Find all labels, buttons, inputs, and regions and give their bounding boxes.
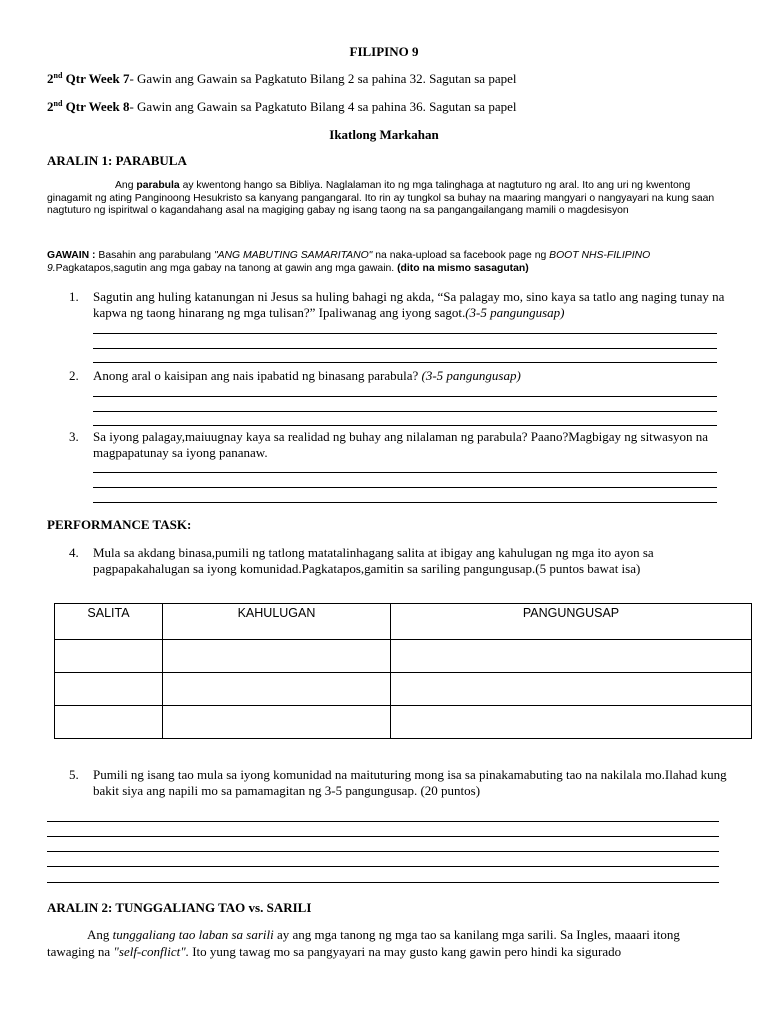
table-header-row (55, 604, 752, 640)
gawain-text-5: Pagkatapos,sagutin ang mga gabay na tanong at gawin ang mga gawain. (55, 262, 398, 274)
answer-line[interactable] (47, 836, 719, 837)
question-1 (69, 289, 729, 323)
aralin-2-term: tunggaliang tao laban sa sarili (112, 927, 274, 942)
answer-line[interactable] (93, 348, 717, 349)
aralin-2-paragraph (47, 926, 719, 960)
question-5-text: Pumili ng isang tao mula sa iyong komunidad na maituturing mong isa sa pinakamabuting tao na nakilala mo.Ilahad kung bakit siya ang napili mo sa pamamagitan ng 3-5 pangungusap. (20 puntos) (93, 767, 727, 798)
week-7-text: - Gawin ang Gawain sa Pagkatuto Bilang 2 sa pahina 32. Sagutan sa papel (129, 71, 517, 86)
aralin-2-text-1: Ang (87, 927, 113, 942)
week-8-label: Qtr Week 8 (62, 99, 130, 114)
answer-line[interactable] (47, 821, 719, 822)
question-4-number: 4. (69, 545, 79, 560)
table-cell[interactable] (391, 640, 752, 673)
answer-line[interactable] (93, 362, 717, 363)
table-cell[interactable] (163, 706, 391, 739)
answer-line[interactable] (47, 882, 719, 883)
question-2-number: 2. (69, 368, 79, 383)
gawain-story-title: "ANG MABUTING SAMARITANO" (213, 250, 373, 261)
answer-line[interactable] (93, 396, 717, 397)
gawain-label: GAWAIN : (47, 250, 96, 261)
question-2-text-wrap (93, 368, 729, 384)
answer-line[interactable] (93, 487, 717, 488)
header-salita: SALITA (55, 604, 163, 640)
gawain-instruction (47, 250, 719, 275)
table-cell[interactable] (163, 640, 391, 673)
aralin-2-english-term: "self-conflict". (113, 944, 189, 959)
answer-line[interactable] (47, 851, 719, 852)
question-1-text: Sagutin ang huling katanungan ni Jesus sa huling bahagi ng akda, “Sa palagay mo, sino kaya sa tatlo ang naging tunay na kapwa ng taong hinarang ng mga tulisan?” Ipaliwanag ang iyong sagot. (93, 289, 725, 320)
question-1-text-wrap (93, 289, 729, 321)
question-3-text: Sa iyong palagay,maiuugnay kaya sa realidad ng buhay ang nilalaman ng parabula? Paano?Magbigay ng sitwasyon na magpapatunay sa iyong pananaw. (93, 429, 709, 460)
answer-line[interactable] (93, 502, 717, 503)
answer-line[interactable] (93, 333, 717, 334)
header-pangungusap: PANGUNGUSAP (391, 604, 752, 640)
aralin-2-text-3: ay ang mga tanong ng mga tao sa kanilang mga sarili. Sa Ingles, maaari itong tawaging na (47, 927, 680, 959)
answer-table (54, 603, 752, 739)
para-pre: Ang (115, 180, 137, 191)
question-3-number: 3. (69, 429, 79, 444)
week-8-sup: nd (53, 99, 63, 108)
answer-line[interactable] (93, 425, 717, 426)
gawain-text-3: na naka-upload sa facebook page ng (372, 250, 550, 261)
week-8-prefix: 2 (47, 99, 54, 114)
answer-line[interactable] (93, 411, 717, 412)
performance-task-heading: PERFORMANCE TASK: (47, 517, 192, 532)
answer-line[interactable] (93, 472, 717, 473)
gawain-page-name: BOOT NHS-FILIPINO 9. (47, 250, 651, 274)
gawain-text-1: Basahin ang parabulang (95, 250, 214, 261)
week-7-prefix: 2 (47, 71, 54, 86)
table-cell[interactable] (55, 706, 163, 739)
week-7-sup: nd (53, 71, 63, 80)
question-3 (69, 429, 729, 463)
table-cell[interactable] (55, 673, 163, 706)
week-8-instruction (47, 99, 516, 115)
parabula-definition (47, 180, 719, 218)
question-2-hint: (3-5 pangungusap) (421, 368, 521, 383)
question-4-text: Mula sa akdang binasa,pumili ng tatlong matatalinhagang salita at ibigay ang kahulugan ng mga ito ayon sa pagpapakahalugan sa iyong komunidad.Pagkatapos,gamitin sa sariling pangungusap.(5 puntos bawat isa) (93, 545, 654, 576)
question-2 (69, 368, 729, 386)
week-7-instruction (47, 71, 516, 87)
question-2-text: Anong aral o kaisipan ang nais ipabatid ng binasang parabula? (93, 368, 422, 383)
question-5 (69, 767, 729, 801)
week-7-label: Qtr Week 7 (62, 71, 130, 86)
table-cell[interactable] (391, 673, 752, 706)
table-row (55, 706, 752, 739)
table-row (55, 640, 752, 673)
aralin-2-heading: ARALIN 2: TUNGGALIANG TAO vs. SARILI (47, 900, 312, 915)
table-cell[interactable] (391, 706, 752, 739)
week-8-text: - Gawin ang Gawain sa Pagkatuto Bilang 4 sa pahina 36. Sagutan sa papel (129, 99, 517, 114)
question-5-number: 5. (69, 767, 79, 782)
header-kahulugan: KAHULUGAN (163, 604, 391, 640)
table-row (55, 673, 752, 706)
page-title: FILIPINO 9 (349, 44, 419, 59)
question-4 (69, 545, 729, 579)
question-1-number: 1. (69, 289, 79, 304)
aralin-2-text-5: Ito yung tawag mo sa pangyayari na may gusto kang gawin pero hindi ka sigurado (188, 944, 622, 959)
para-bold: parabula (136, 180, 180, 191)
quarter-subtitle: Ikatlong Markahan (329, 127, 439, 142)
question-1-hint: (3-5 pangungusap) (465, 305, 565, 320)
para-post: ay kwentong hango sa Bibliya. Naglalaman ito ng mga talinghaga at nagtuturo ng aral. Ito ang uri ng kwentong ginagamit ng ating Panginoong Hesukristo sa kanyang pangangaral. Ito rin ay tungkol sa buhay na maaring mangyari o nangyayari na kung saan nagtuturo ng ispiritwal o kagandahang asal na magiging gabay ng isang taong na sa pangangailangang mamili o magdesisyon (47, 180, 715, 216)
table-cell[interactable] (55, 640, 163, 673)
gawain-note: (dito na mismo sasagutan) (397, 262, 529, 274)
aralin-1-heading: ARALIN 1: PARABULA (47, 153, 187, 168)
answer-line[interactable] (47, 866, 719, 867)
table-cell[interactable] (163, 673, 391, 706)
